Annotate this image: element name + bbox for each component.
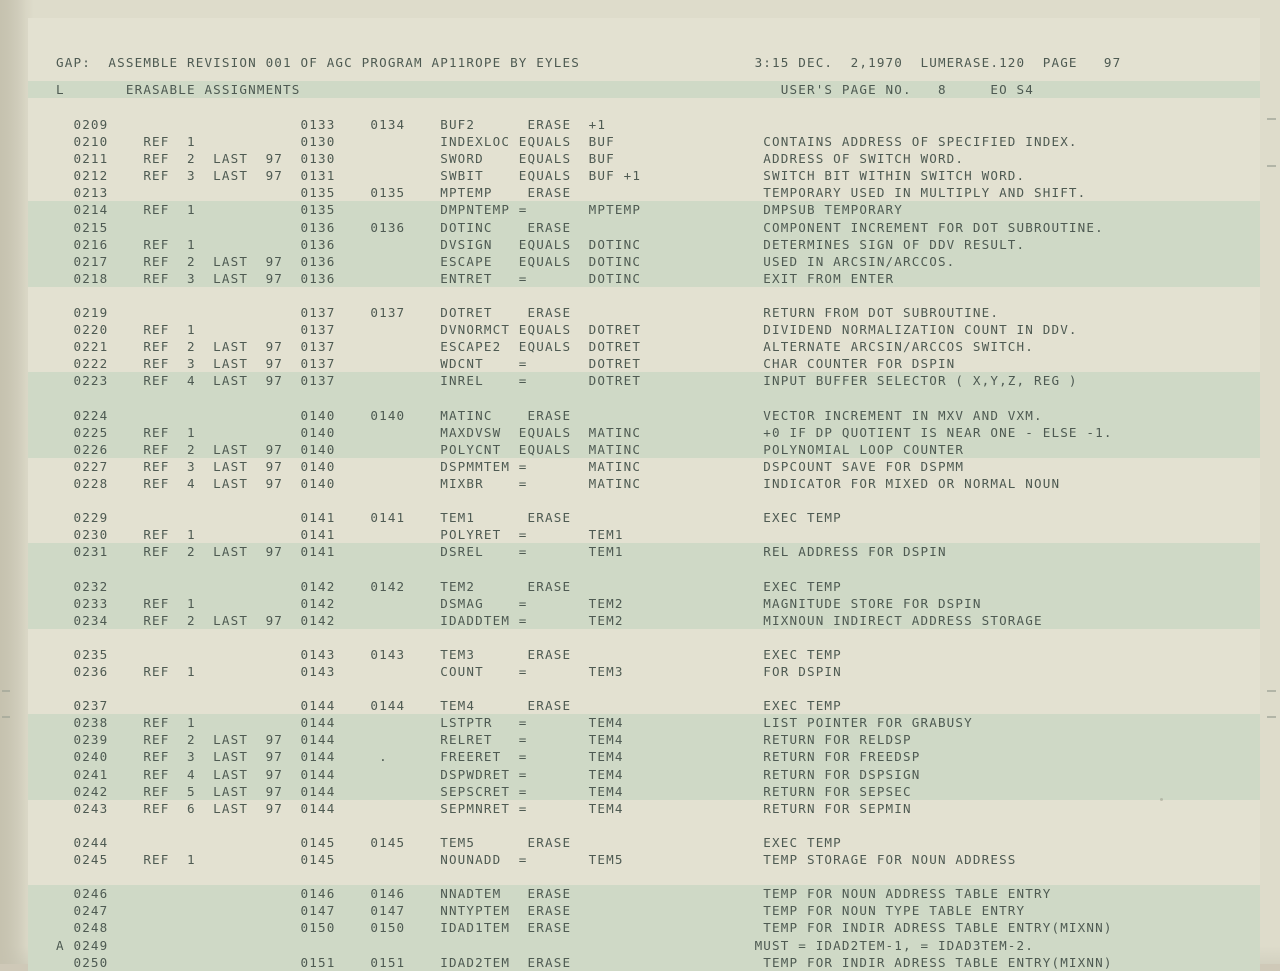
listing-line-text: 0212 REF 3 LAST 97 0131 SWBIT EQUALS BUF +1 SWITCH BIT WITHIN SWITCH WORD.	[56, 168, 1026, 184]
listing-line	[28, 697, 1260, 714]
listing-line	[28, 663, 1260, 680]
edge-tick-left	[2, 690, 10, 692]
listing-line-text: 0222 REF 3 LAST 97 0137 WDCNT = DOTRET CHAR COUNTER FOR DSPIN	[56, 356, 956, 372]
listing-line-text: 0233 REF 1 0142 DSMAG = TEM2 MAGNITUDE STORE FOR DSPIN	[56, 595, 982, 611]
listing-line-text: 0221 REF 2 LAST 97 0137 ESCAPE2 EQUALS DOTRET ALTERNATE ARCSIN/ARCCOS SWITCH.	[56, 339, 1034, 355]
listing-line-text: 0224 0140 0140 MATINC ERASE VECTOR INCREMENT IN MXV AND VXM.	[56, 407, 1043, 423]
listing-line-text: 0211 REF 2 LAST 97 0130 SWORD EQUALS BUF ADDRESS OF SWITCH WORD.	[56, 151, 965, 167]
listing-line-text: 0235 0143 0143 TEM3 ERASE EXEC TEMP	[56, 646, 842, 662]
listing-line	[28, 817, 1260, 834]
listing-line-text: 0234 REF 2 LAST 97 0142 IDADDTEM = TEM2 MIXNOUN INDIRECT ADDRESS STORAGE	[56, 612, 1043, 628]
listing-line-text: 0230 REF 1 0141 POLYRET = TEM1	[56, 527, 624, 543]
listing-line-text: 0214 REF 1 0135 DMPNTEMP = MPTEMP DMPSUB TEMPORARY	[56, 202, 904, 218]
listing-line-text: 0218 REF 3 LAST 97 0136 ENTRET = DOTINC EXIT FROM ENTER	[56, 270, 895, 286]
listing-line-text: 0229 0141 0141 TEM1 ERASE EXEC TEMP	[56, 510, 842, 526]
listing-line	[28, 116, 1260, 133]
listing-line-text: 0245 REF 1 0145 NOUNADD = TEM5 TEMP STORAGE FOR NOUN ADDRESS	[56, 852, 1017, 868]
edge-tick	[1267, 118, 1276, 120]
listing-line	[28, 304, 1260, 321]
listing-line-text: 0227 REF 3 LAST 97 0140 DSPMMTEM = MATINC DSPCOUNT SAVE FOR DSPMM	[56, 458, 965, 474]
listing-line-text: 0238 REF 1 0144 LSTPTR = TEM4 LIST POINTER FOR GRABUSY	[56, 715, 973, 731]
listing-sheet	[28, 18, 1260, 970]
listing-line	[28, 783, 1260, 800]
listing-line	[28, 646, 1260, 663]
listing-line	[28, 475, 1260, 492]
listing-line	[28, 321, 1260, 338]
paper-speck	[1160, 798, 1163, 801]
listing-line-text: 0225 REF 1 0140 MAXDVSW EQUALS MATINC +0 IF DP QUOTIENT IS NEAR ONE - ELSE -1.	[56, 424, 1113, 440]
listing-line-text: 0220 REF 1 0137 DVNORMCT EQUALS DOTRET DIVIDEND NORMALIZATION COUNT IN DDV.	[56, 322, 1078, 338]
listing-line-text: 0223 REF 4 LAST 97 0137 INREL = DOTRET INPUT BUFFER SELECTOR ( X,Y,Z, REG )	[56, 373, 1078, 389]
listing-line	[28, 868, 1260, 885]
listing-header	[28, 54, 1260, 98]
listing-line-text: 0210 REF 1 0130 INDEXLOC EQUALS BUF CONTAINS ADDRESS OF SPECIFIED INDEX.	[56, 134, 1078, 150]
listing-line	[28, 167, 1260, 184]
listing-line	[28, 595, 1260, 612]
listing-line-text: 0216 REF 1 0136 DVSIGN EQUALS DOTINC DETERMINES SIGN OF DDV RESULT.	[56, 236, 1026, 252]
listing-line	[28, 509, 1260, 526]
listing-line-text: 0247 0147 0147 NNTYPTEM ERASE TEMP FOR NOUN TYPE TABLE ENTRY	[56, 903, 1026, 919]
header-line-1	[28, 54, 1260, 71]
listing-line	[28, 253, 1260, 270]
listing-line	[28, 355, 1260, 372]
listing-line	[28, 543, 1260, 560]
listing-line-text: 0236 REF 1 0143 COUNT = TEM3 FOR DSPIN	[56, 664, 842, 679]
header-line-2-text: L ERASABLE ASSIGNMENTS USER'S PAGE NO. 8 EO S4	[56, 82, 1034, 98]
listing-line-text: 0241 REF 4 LAST 97 0144 DSPWDRET = TEM4 RETURN FOR DSPSIGN	[56, 766, 921, 782]
listing-line-text: 0242 REF 5 LAST 97 0144 SEPSCRET = TEM4 RETURN FOR SEPSEC	[56, 783, 912, 799]
listing-line-text: 0215 0136 0136 DOTINC ERASE COMPONENT INCREMENT FOR DOT SUBROUTINE.	[56, 219, 1104, 235]
listing-line	[28, 492, 1260, 509]
listing-line	[28, 560, 1260, 577]
listing-line	[28, 612, 1260, 629]
listing-line-text: 0226 REF 2 LAST 97 0140 POLYCNT EQUALS MATINC POLYNOMIAL LOOP COUNTER	[56, 441, 965, 457]
header-line-1-text: GAP: ASSEMBLE REVISION 001 OF AGC PROGRAM AP11ROPE BY EYLES 3:15 DEC. 2,1970 LUMERASE.120 PAGE 97	[56, 55, 1122, 70]
listing-line	[28, 748, 1260, 765]
listing-line	[28, 390, 1260, 407]
listing-line-text: 0239 REF 2 LAST 97 0144 RELRET = TEM4 RETURN FOR RELDSP	[56, 732, 912, 748]
listing-line	[28, 629, 1260, 646]
header-gap	[28, 71, 1260, 81]
listing-line-text: 0248 0150 0150 IDAD1TEM ERASE TEMP FOR INDIR ADRESS TABLE ENTRY(MIXNN)	[56, 920, 1113, 936]
listing-line	[28, 424, 1260, 441]
edge-tick	[1267, 716, 1276, 718]
listing-line	[28, 184, 1260, 201]
listing-line-text: 0213 0135 0135 MPTEMP ERASE TEMPORARY USED IN MULTIPLY AND SHIFT.	[56, 185, 1087, 201]
listing-line-text: 0246 0146 0146 NNADTEM ERASE TEMP FOR NOUN ADDRESS TABLE ENTRY	[56, 886, 1052, 902]
listing-line	[28, 766, 1260, 783]
listing-line-text: 0217 REF 2 LAST 97 0136 ESCAPE EQUALS DOTINC USED IN ARCSIN/ARCCOS.	[56, 253, 956, 269]
listing-line	[28, 201, 1260, 218]
listing-line-text: 0237 0144 0144 TEM4 ERASE EXEC TEMP	[56, 698, 842, 714]
listing-line	[28, 885, 1260, 902]
listing-line	[28, 236, 1260, 253]
listing-line-text: A 0249 MUST = IDAD2TEM-1, = IDAD3TEM-2.	[56, 937, 1034, 953]
listing-line	[28, 338, 1260, 355]
listing-line-text: 0250 0151 0151 IDAD2TEM ERASE TEMP FOR INDIR ADRESS TABLE ENTRY(MIXNN)	[56, 954, 1113, 970]
listing-line	[28, 902, 1260, 919]
listing-line	[28, 270, 1260, 287]
edge-tick	[1267, 690, 1276, 692]
listing-body	[28, 116, 1260, 971]
listing-line-text: 0209 0133 0134 BUF2 ERASE +1	[56, 117, 607, 132]
listing-line-text: 0219 0137 0137 DOTRET ERASE RETURN FROM DOT SUBROUTINE.	[56, 305, 1000, 321]
listing-line	[28, 937, 1260, 954]
listing-line	[28, 919, 1260, 936]
listing-line	[28, 526, 1260, 543]
listing-line	[28, 954, 1260, 971]
listing-line	[28, 578, 1260, 595]
listing-line	[28, 851, 1260, 868]
listing-line	[28, 834, 1260, 851]
listing-line	[28, 372, 1260, 389]
listing-line-text: 0228 REF 4 LAST 97 0140 MIXBR = MATINC INDICATOR FOR MIXED OR NORMAL NOUN	[56, 475, 1061, 491]
listing-line	[28, 219, 1260, 236]
listing-line-text: 0243 REF 6 LAST 97 0144 SEPMNRET = TEM4 RETURN FOR SEPMIN	[56, 800, 912, 816]
listing-line	[28, 133, 1260, 150]
listing-line-text: 0244 0145 0145 TEM5 ERASE EXEC TEMP	[56, 834, 842, 850]
listing-line-text: 0240 REF 3 LAST 97 0144 . FREERET = TEM4 RETURN FOR FREEDSP	[56, 749, 921, 765]
listing-line	[28, 150, 1260, 167]
listing-line	[28, 287, 1260, 304]
listing-line	[28, 407, 1260, 424]
edge-tick-left	[2, 716, 10, 718]
listing-line	[28, 800, 1260, 817]
listing-line-text: 0231 REF 2 LAST 97 0141 DSREL = TEM1 REL ADDRESS FOR DSPIN	[56, 544, 947, 560]
listing-line	[28, 731, 1260, 748]
listing-line	[28, 458, 1260, 475]
listing-line	[28, 680, 1260, 697]
listing-line	[28, 441, 1260, 458]
listing-line-text: 0232 0142 0142 TEM2 ERASE EXEC TEMP	[56, 578, 842, 594]
header-line-2	[28, 81, 1260, 98]
edge-tick	[1267, 165, 1276, 167]
listing-line	[28, 714, 1260, 731]
